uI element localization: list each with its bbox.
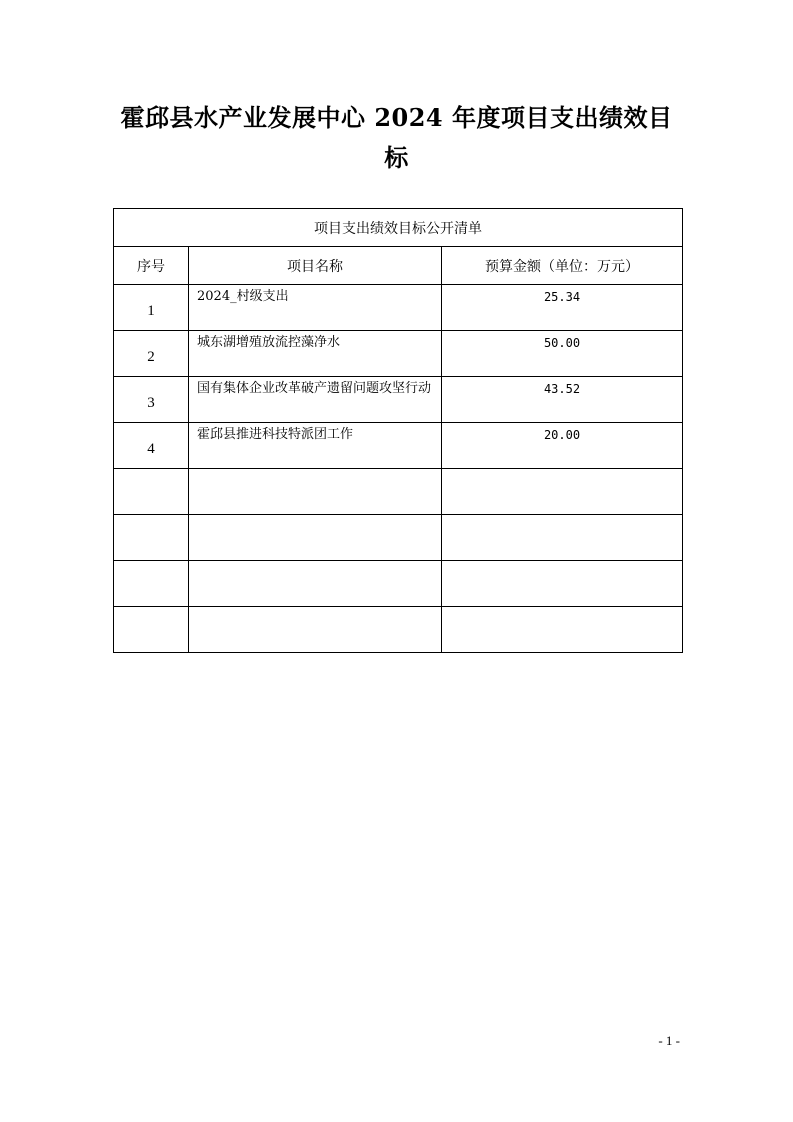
header-budget-amount: 预算金额（单位：万元） [442,247,683,285]
row-budget-amount [442,469,683,515]
table-header-row [114,247,683,285]
row-project-name [189,469,442,515]
row-seq: 1 [114,285,189,331]
row-budget-amount [442,561,683,607]
row-project-name [189,607,442,653]
row-seq [114,469,189,515]
row-seq: 4 [114,423,189,469]
row-budget-amount [442,515,683,561]
header-seq: 序号 [114,247,189,285]
row-project-name [189,561,442,607]
header-project-name: 项目名称 [189,247,442,285]
table-row-empty [114,469,683,515]
row-budget-amount: 20.00 [442,423,683,469]
row-seq [114,561,189,607]
row-project-name [189,515,442,561]
performance-target-table [113,208,683,653]
page-number: - 1 - [658,1033,680,1048]
table-row [114,377,683,423]
row-seq: 3 [114,377,189,423]
row-seq [114,515,189,561]
table-row-empty [114,607,683,653]
row-budget-amount: 43.52 [442,377,683,423]
row-project-name: 国有集体企业改革破产遗留问题攻坚行动 [189,377,442,423]
table-row-empty [114,561,683,607]
row-budget-amount: 25.34 [442,285,683,331]
document-title [100,98,693,178]
row-project-name: 2024_村级支出 [189,285,442,331]
row-budget-amount [442,607,683,653]
row-seq: 2 [114,331,189,377]
table-row [114,285,683,331]
row-project-name: 城东湖增殖放流控藻净水 [189,331,442,377]
table-row [114,331,683,377]
table-caption-row [114,209,683,247]
row-budget-amount: 50.00 [442,331,683,377]
document-title-line-1: 霍邱县水产业发展中心 2024 年度项目支出绩效目 [120,103,673,132]
table-row [114,423,683,469]
table-row-empty [114,515,683,561]
row-seq [114,607,189,653]
table-caption: 项目支出绩效目标公开清单 [114,209,683,247]
document-title-line-2: 标 [384,143,409,172]
row-project-name: 霍邱县推进科技特派团工作 [189,423,442,469]
